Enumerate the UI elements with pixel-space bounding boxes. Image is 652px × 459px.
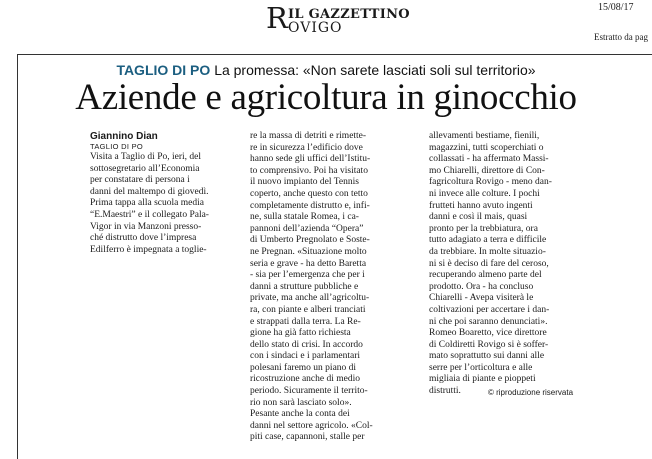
body-line: - sia per l’emergenza che per i [250,270,365,281]
body-line: e strappati dalla terra. La Re- [250,316,361,327]
body-line: completamente distrutto e, infi- [250,200,370,211]
article-kicker [0,62,652,78]
masthead-line1: IL GAZZETTINO [288,7,410,22]
copyright-note: © riproduzione riservata [488,388,574,397]
body-line: ne Pregnan. «Situazione molto [250,246,367,257]
body-line: di Coldiretti Rovigo si è soffer- [429,339,549,350]
article-column-1 [90,131,242,256]
body-line: collassati - ha affermato Massi- [429,154,549,165]
body-line: Romeo Boaretto, vice direttore [429,328,547,339]
body-line: danni del maltempo di giovedì. [90,186,209,197]
body-line: hanno sede gli uffici dell’Istitu- [250,154,371,165]
body-line: “E.Maestri” e il collegato Pala- [90,209,209,220]
body-line: frutteti hanno avuto ingenti [429,200,533,211]
body-line: ni invece alle colture. I pochi [429,188,540,199]
article-column-3 [429,131,594,398]
column-body [429,131,594,398]
body-line: sottosegretario all’Economia [90,163,200,174]
body-line: Visita a Taglio di Po, ieri, del [90,152,201,162]
body-line: migliaia di piante e pioppeti [429,374,536,385]
body-line: serre per l’orticoltura e alle [429,362,533,373]
body-line: prodotto. Ora - ha concluso [429,281,534,292]
body-line: re in sicurezza l’edificio dove [250,142,363,153]
date-label: 15/08/17 [598,2,634,13]
body-line: ne, sulla statale Romea, i ca- [250,212,359,223]
body-line: Prima tappa alla scuola media [90,198,204,209]
body-line: ché distrutto dove l’impresa [90,233,197,244]
body-line: mato soprattutto sui danni alle [429,351,545,362]
body-line: danni e così il mais, quasi [429,212,528,223]
body-line: danni nel settore agricolo. «Col- [250,420,373,431]
body-line: polesani faremo un piano di [250,362,357,373]
kicker-place: TAGLIO DI PO [116,62,211,78]
body-line: da trebbiare. In molte situazio- [429,246,546,257]
body-line: danni a strutture pubbliche e [250,281,359,292]
author-name: Giannino Dian [90,131,158,142]
body-line: Edilferro è impegnata a toglie- [90,244,207,255]
body-line: ra, con piante e alberi tranciati [250,304,366,315]
newspaper-masthead [266,1,446,36]
body-line: per constatare di persona i [90,175,190,186]
body-line: piti case, capannoni, stalle per [250,432,365,443]
article-column-2 [250,131,413,444]
body-line: Chiarelli - Avepa visiterà le [429,293,534,304]
body-line: ricostruzione anche di medio [250,374,361,385]
author-location: TAGLIO DI PO [90,142,144,151]
body-line: coperto, anche questo con tetto [250,188,368,199]
masthead-line2: OVIGO [288,20,343,36]
body-line: coltivazioni per accertare i dan- [429,304,550,315]
body-line: re la massa di detriti e rimette- [250,131,367,141]
kicker-text: La promessa: «Non sarete lasciati soli sul territorio» [214,62,536,78]
body-line: periodo. Sicuramente il territo- [250,386,368,397]
column-body [90,152,242,256]
body-line: Vigor in via Manzoni presso- [90,221,202,232]
body-line: Pesante anche la conta dei [250,409,350,420]
body-line: pannoni dell’azienda “Opera” [250,223,364,234]
body-line: fagricoltura Rovigo - meno dan- [429,177,552,188]
body-line: allevamenti bestiame, fienili, [429,131,540,141]
body-line: di Umberto Pregnolato e Soste- [250,235,370,246]
masthead-initial: R [266,1,288,35]
body-line: rio non sarà lasciato solo». [250,397,352,408]
body-line: pronto per la trebbiatura, ora [429,223,538,234]
body-line: il nuovo impianto del Tennis [250,177,359,188]
body-line: distrutti. [429,386,461,397]
body-line: mo Chiarelli, direttore di Con- [429,165,545,176]
body-line: dello stato di crisi. In accordo [250,339,363,350]
source-note: Estratto da pag [594,32,648,42]
column-body [250,131,413,444]
body-line: gione ha già fatto richiesta [250,328,351,339]
body-line: private, ma anche all’agricoltu- [250,293,370,304]
article-headline: Aziende e agricoltura in ginocchio [75,77,577,118]
body-line: ni che poi saranno denunciati». [429,316,548,327]
body-line: recuperando almeno parte del [429,270,542,281]
body-line: to comprensivo. Poi ha visitato [250,165,368,176]
body-line: magazzini, tutti scoperchiati o [429,142,544,153]
frame-rule-top [17,54,652,55]
body-line: ni si è deciso di fare del ceroso, [429,258,549,269]
body-line: tutto adagiato a terra e difficile [429,235,547,246]
body-line: seria e grave - ha detto Baretta [250,258,367,269]
body-line: con i sindaci e i parlamentari [250,351,360,362]
